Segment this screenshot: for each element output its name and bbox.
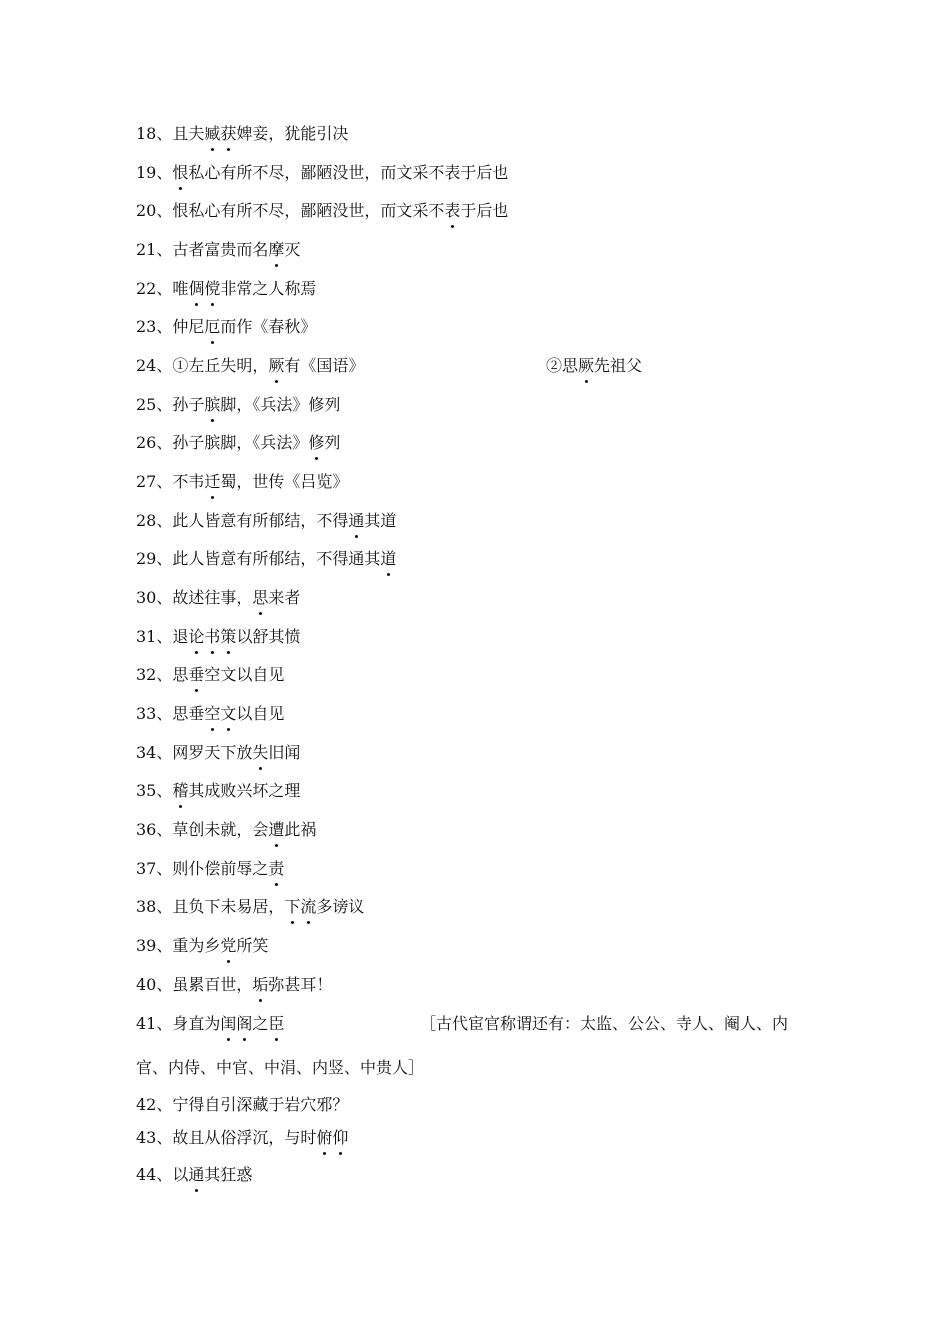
emphasis-dot [243,1038,246,1041]
emphasized-character [300,896,316,918]
text-segment: 灭 [284,240,301,259]
emphasized-character [268,858,284,880]
text-segment: 以 [172,1165,189,1184]
emphasized-character-text: 迁 [204,472,221,491]
text-segment: 而作《春秋》 [220,317,317,336]
emphasized-character [172,162,188,184]
emphasized-character-text: 思 [252,588,269,607]
text-segment: 以舒其愤 [236,627,301,646]
item-text [172,704,284,723]
item-text [172,1014,284,1033]
text-segment: 官、内侍、中官、中涓、内竖、中贵人］ [136,1058,425,1077]
emphasized-character [268,239,284,261]
item-text [172,511,396,530]
text-segment: ①左丘失明， [172,356,269,375]
emphasized-character-text: 流 [300,897,317,916]
emphasized-character-text: 臣 [268,1014,285,1033]
item-number: 39、 [136,936,173,955]
item-number: 32、 [136,665,173,684]
emphasized-character-text: 俯 [316,1128,333,1147]
item-number: 31、 [136,627,173,646]
emphasized-character-text: 遭 [268,820,285,839]
emphasis-dot [355,535,358,538]
text-segment: 故且从俗浮沉，与时 [172,1128,317,1147]
emphasized-character [348,510,364,532]
emphasis-dot [179,187,182,190]
text-segment: 私心有所不尽，鄙陋没世，而文采不表于后也 [188,163,509,182]
text-segment: 此人皆意有所郁结，不得 [172,511,349,530]
emphasis-dot [211,303,214,306]
emphasis-dot [275,380,278,383]
emphasis-dot [195,303,198,306]
list-item [136,1057,424,1079]
emphasized-character-text: 倜 [188,279,205,298]
emphasized-character-text: 摩 [268,240,285,259]
item-number: 28、 [136,511,173,530]
emphasis-dot [275,264,278,267]
emphasized-character [444,200,460,222]
item-text [172,549,396,568]
text-segment: 先祖父 [594,356,643,375]
item-text [172,124,348,143]
emphasized-character-text: 修 [308,433,325,452]
emphasized-character-text: 表 [444,201,461,220]
text-segment: 孙子膑脚，《兵法》 [172,433,309,452]
list-item [136,1127,348,1149]
item-number: 29、 [136,549,173,568]
list-item [136,316,316,338]
item-second-column [546,355,642,377]
list-item [136,548,396,570]
text-segment: 所笑 [236,936,269,955]
text-segment: 草创未就，会 [172,820,269,839]
emphasis-dot [211,651,214,654]
list-item [136,355,364,377]
emphasized-character-text: 通 [188,1165,205,1184]
text-segment: 网罗天下放 [172,743,253,762]
text-segment: 婢妾，犹能引决 [236,124,349,143]
emphasized-character [268,819,284,841]
item-text [172,665,284,684]
emphasized-character [188,626,204,648]
list-item [136,394,340,416]
item-number: 42、 [136,1095,173,1114]
item-number: 18、 [136,124,173,143]
item-text [172,588,300,607]
emphasis-dot [227,651,230,654]
item-text [172,975,332,994]
emphasized-character-text: 党 [220,936,237,955]
emphasis-dot [315,457,318,460]
text-segment: 则仆偿前辱之 [172,859,269,878]
list-item [136,1013,284,1035]
emphasis-dot [227,1038,230,1041]
emphasized-character [220,703,236,725]
item-number: 34、 [136,743,173,762]
list-item [136,664,284,686]
emphasized-character-text: 傥 [204,279,221,298]
text-segment: 唯 [172,279,189,298]
list-item [136,1094,348,1116]
emphasized-character-text: 闺 [220,1014,237,1033]
item-text [172,201,508,220]
list-item [136,471,348,493]
list-item [136,626,300,648]
list-item [136,432,340,454]
item-number: 33、 [136,704,173,723]
annotation-note [420,1013,788,1035]
emphasis-dot [211,148,214,151]
emphasized-character-text: 垢 [252,975,269,994]
text-segment: 其道 [364,511,397,530]
emphasized-character-text: 恨 [172,163,189,182]
emphasized-character-text: 书 [204,627,221,646]
item-number: 19、 [136,163,173,182]
text-segment: 此人皆意有所郁结，不得通其 [172,549,381,568]
text-segment: 孙子 [172,395,205,414]
emphasis-dot [323,1152,326,1155]
item-text [172,1095,348,1114]
emphasized-character-text: 责 [268,859,285,878]
item-number: 23、 [136,317,173,336]
item-text [172,820,316,839]
item-text [172,279,316,298]
text-segment: ［古代宦官称谓还有：太监、公公、寺人、阉人、内 [420,1014,789,1033]
list-item [136,510,396,532]
list-item [136,162,508,184]
emphasized-character-text: 厄 [204,317,221,336]
emphasized-character [204,123,220,145]
text-segment: 思垂 [172,704,205,723]
item-text [172,743,300,762]
item-text [172,1128,348,1147]
emphasized-character [308,432,324,454]
emphasized-character [204,278,220,300]
item-number: 35、 [136,781,173,800]
emphasis-dot [387,573,390,576]
emphasized-character [220,935,236,957]
list-item [136,123,348,145]
item-text [172,859,284,878]
emphasized-character [188,278,204,300]
text-segment: 此祸 [284,820,317,839]
item-text [172,627,300,646]
emphasized-character-text: 厥 [268,356,285,375]
list-item [136,935,268,957]
emphasis-dot [179,805,182,808]
emphasis-dot [275,1038,278,1041]
item-number: 41、 [136,1014,173,1033]
text-segment: 恨私心有所不尽，鄙陋没世，而文采不 [172,201,445,220]
emphasized-character [236,1013,252,1035]
text-segment: 之 [252,1014,269,1033]
item-number: 37、 [136,859,173,878]
item-number: 24、 [136,356,173,375]
item-number: 44、 [136,1165,173,1184]
emphasis-dot [259,612,262,615]
emphasis-dot [259,767,262,770]
list-item [136,974,332,996]
emphasized-character-text: 厥 [578,356,595,375]
list-item [136,858,284,880]
emphasized-character [220,626,236,648]
emphasis-dot [291,921,294,924]
emphasized-character-text: 策 [220,627,237,646]
emphasized-character-text: 文 [220,704,237,723]
emphasized-character-text: 下 [284,897,301,916]
item-text [172,395,340,414]
emphasized-character [252,587,268,609]
emphasized-character-text: 通 [348,511,365,530]
item-number: 26、 [136,433,173,452]
item-text [172,472,348,491]
list-item [136,587,300,609]
emphasized-character [284,896,300,918]
item-number: 21、 [136,240,173,259]
emphasized-character [316,1127,332,1149]
item-text [172,1165,252,1184]
emphasis-dot [227,728,230,731]
emphasized-character-text: 臧 [204,124,221,143]
emphasis-dot [275,883,278,886]
emphasized-character [252,742,268,764]
emphasis-dot [275,844,278,847]
item-text [172,781,300,800]
emphasized-character [268,1013,284,1035]
text-segment: 弥甚耳！ [268,975,333,994]
item-text [172,936,268,955]
emphasized-character-text: 空 [204,704,221,723]
text-segment: 仲尼 [172,317,205,336]
emphasis-dot [195,689,198,692]
list-item [136,1164,252,1186]
emphasized-character [188,1164,204,1186]
item-text [172,163,508,182]
emphasis-dot [585,380,588,383]
text-segment: ②思 [546,356,579,375]
item-text [172,240,300,259]
emphasized-character-text: 失 [252,743,269,762]
emphasized-character [252,974,268,996]
emphasized-character-text: 道 [380,549,397,568]
text-segment: 虽累百世， [172,975,253,994]
list-item [136,819,316,841]
text-segment: 脚，《兵法》修列 [220,395,341,414]
emphasis-dot [195,1189,198,1192]
emphasis-dot [307,921,310,924]
text-segment: 思 [172,665,189,684]
emphasis-dot [451,225,454,228]
emphasized-character [204,626,220,648]
item-number: 20、 [136,201,173,220]
emphasized-character [332,1127,348,1149]
emphasis-dot [211,496,214,499]
list-item [136,200,508,222]
emphasized-character-text: 膑 [204,395,221,414]
item-number: 27、 [136,472,173,491]
emphasized-character [380,548,396,570]
item-number: 22、 [136,279,173,298]
emphasis-dot [227,960,230,963]
text-segment: 不韦 [172,472,205,491]
emphasized-character-text: 阁 [236,1014,253,1033]
text-segment: 宁得自引深藏于岩穴邪？ [172,1095,349,1114]
text-segment: 故述往事， [172,588,253,607]
item-number: 38、 [136,897,173,916]
emphasized-character [204,703,220,725]
list-item [136,239,300,261]
emphasized-character-text: 垂 [188,665,205,684]
item-number: 36、 [136,820,173,839]
emphasis-dot [227,148,230,151]
emphasis-dot [259,999,262,1002]
emphasized-character [204,394,220,416]
text-segment: 重为乡 [172,936,221,955]
list-item [136,278,316,300]
emphasized-character [220,1013,236,1035]
item-number: 25、 [136,395,173,414]
item-text [172,433,340,452]
item-text [136,1058,424,1077]
emphasis-dot [195,651,198,654]
emphasis-dot [211,341,214,344]
emphasized-character [188,664,204,686]
text-segment: 非常之人称焉 [220,279,317,298]
emphasized-character [172,780,188,802]
item-number: 40、 [136,975,173,994]
emphasized-character [204,316,220,338]
list-item [136,742,300,764]
emphasis-dot [211,728,214,731]
emphasized-character [204,471,220,493]
emphasis-dot [339,1152,342,1155]
text-segment: 古者富贵而名 [172,240,269,259]
text-segment: 且负下未易居， [172,897,285,916]
list-item [136,780,300,802]
text-segment: 旧闻 [268,743,301,762]
text-segment: 来者 [268,588,301,607]
text-segment: 其成败兴坏之理 [188,781,301,800]
item-text [172,317,316,336]
emphasized-character-text: 论 [188,627,205,646]
item-number: 30、 [136,588,173,607]
list-item [136,896,364,918]
item-text [172,897,364,916]
item-number: 43、 [136,1128,173,1147]
emphasized-character-text: 获 [220,124,237,143]
emphasized-character [578,355,594,377]
text-segment: 其狂惑 [204,1165,253,1184]
text-segment: 以自见 [236,704,285,723]
text-segment: 列 [324,433,341,452]
text-segment: 有《国语》 [284,356,365,375]
item-text [172,356,364,375]
text-segment: 多谤议 [316,897,365,916]
emphasized-character [268,355,284,377]
emphasized-character-text: 仰 [332,1128,349,1147]
text-segment: 蜀，世传《吕览》 [220,472,349,491]
text-segment: 于后也 [460,201,509,220]
list-item [136,703,284,725]
text-segment: 空文以自见 [204,665,285,684]
text-segment: 退 [172,627,189,646]
emphasis-dot [211,419,214,422]
text-segment: 身直为 [172,1014,221,1033]
text-segment: 且夫 [172,124,205,143]
emphasized-character-text: 稽 [172,781,189,800]
emphasized-character [220,123,236,145]
